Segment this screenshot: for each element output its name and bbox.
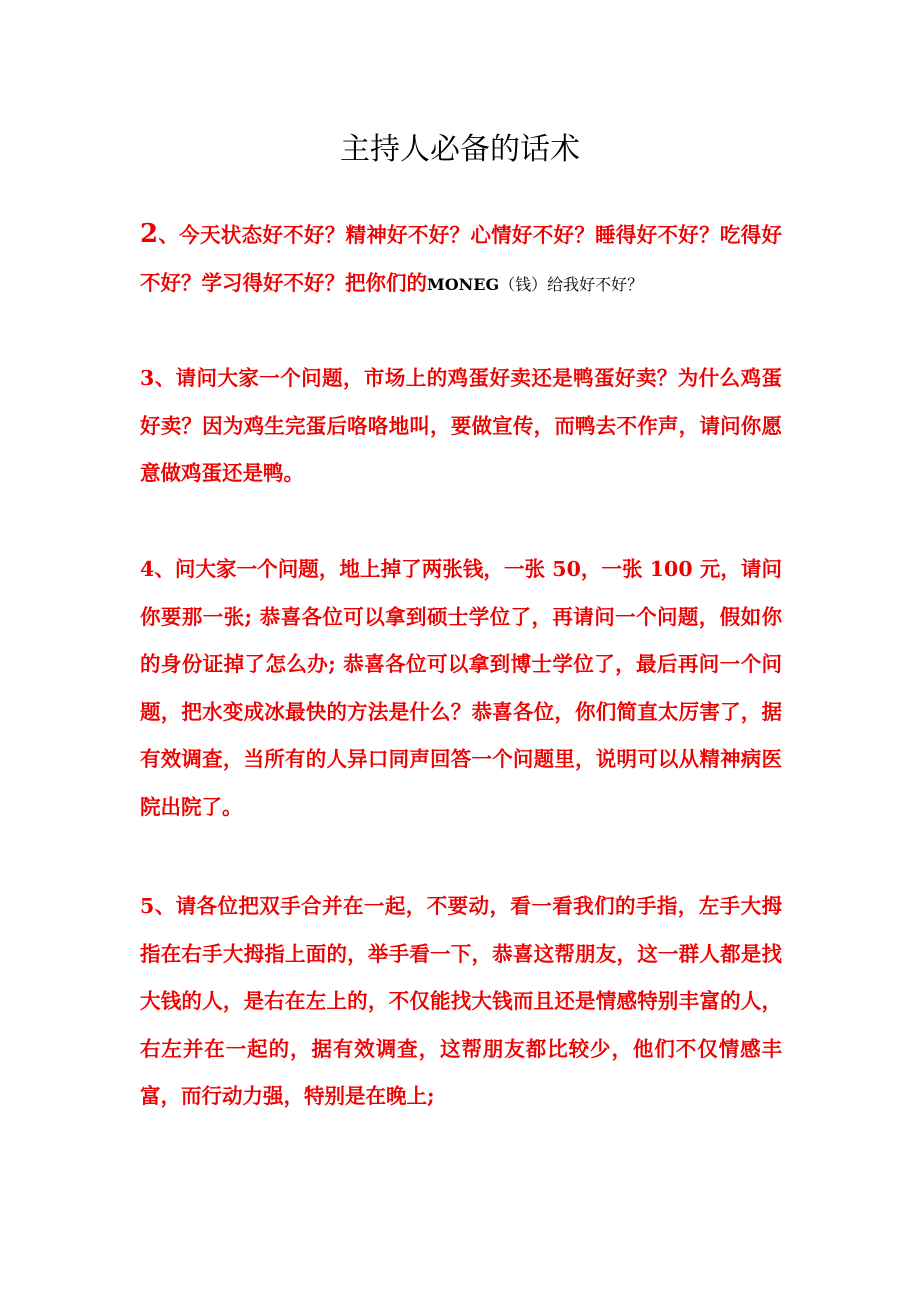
paragraph-3: 3、请问大家一个问题，市场上的鸡蛋好卖还是鸭蛋好卖？为什么鸡蛋好卖？因为鸡生完蛋后咯咯地叫，要做宣传，而鸭去不作声，请问你愿意做鸡蛋还是鸭。 [140,366,782,485]
money-word: MONEG [427,274,500,294]
paragraph-text: 、今天状态好不好？精神好不好？心情好不好？睡得好不好？吃得好不好？学习得好不好？把你们的 [140,223,782,295]
inline-black-text [427,275,643,294]
money-tail: （钱）给我好不好？ [499,274,644,294]
paragraph-number: 2 [140,219,159,249]
paragraph-4: 4、问大家一个问题，地上掉了两张钱，一张 50，一张 100 元，请问你要那一张; 恭喜各位可以拿到硕士学位了，再请问一个问题，假如你的身份证掉了怎么办; 恭喜各位可以拿到博士学位了，最后再问一个问题，把水变成冰最快的方法是什么？恭喜各位，你们简直太厉害了，据有效调查，当所有的人异口同声回答一个问题里，说明可以从精神病医院出院了。 [140,557,782,819]
paragraph-5: 5、请各位把双手合并在一起，不要动，看一看我们的手指，左手大拇指在右手大拇指上面的，举手看一下，恭喜这帮朋友，这一群人都是找大钱的人，是右在左上的，不仅能找大钱而且还是情感特别丰富的人，右左并在一起的，据有效调查，这帮朋友都比较少，他们不仅情感丰富，而行动力强，特别是在晚上; [140,894,782,1108]
page-title: 主持人必备的话术 [340,132,580,167]
paragraph-2 [140,211,782,308]
